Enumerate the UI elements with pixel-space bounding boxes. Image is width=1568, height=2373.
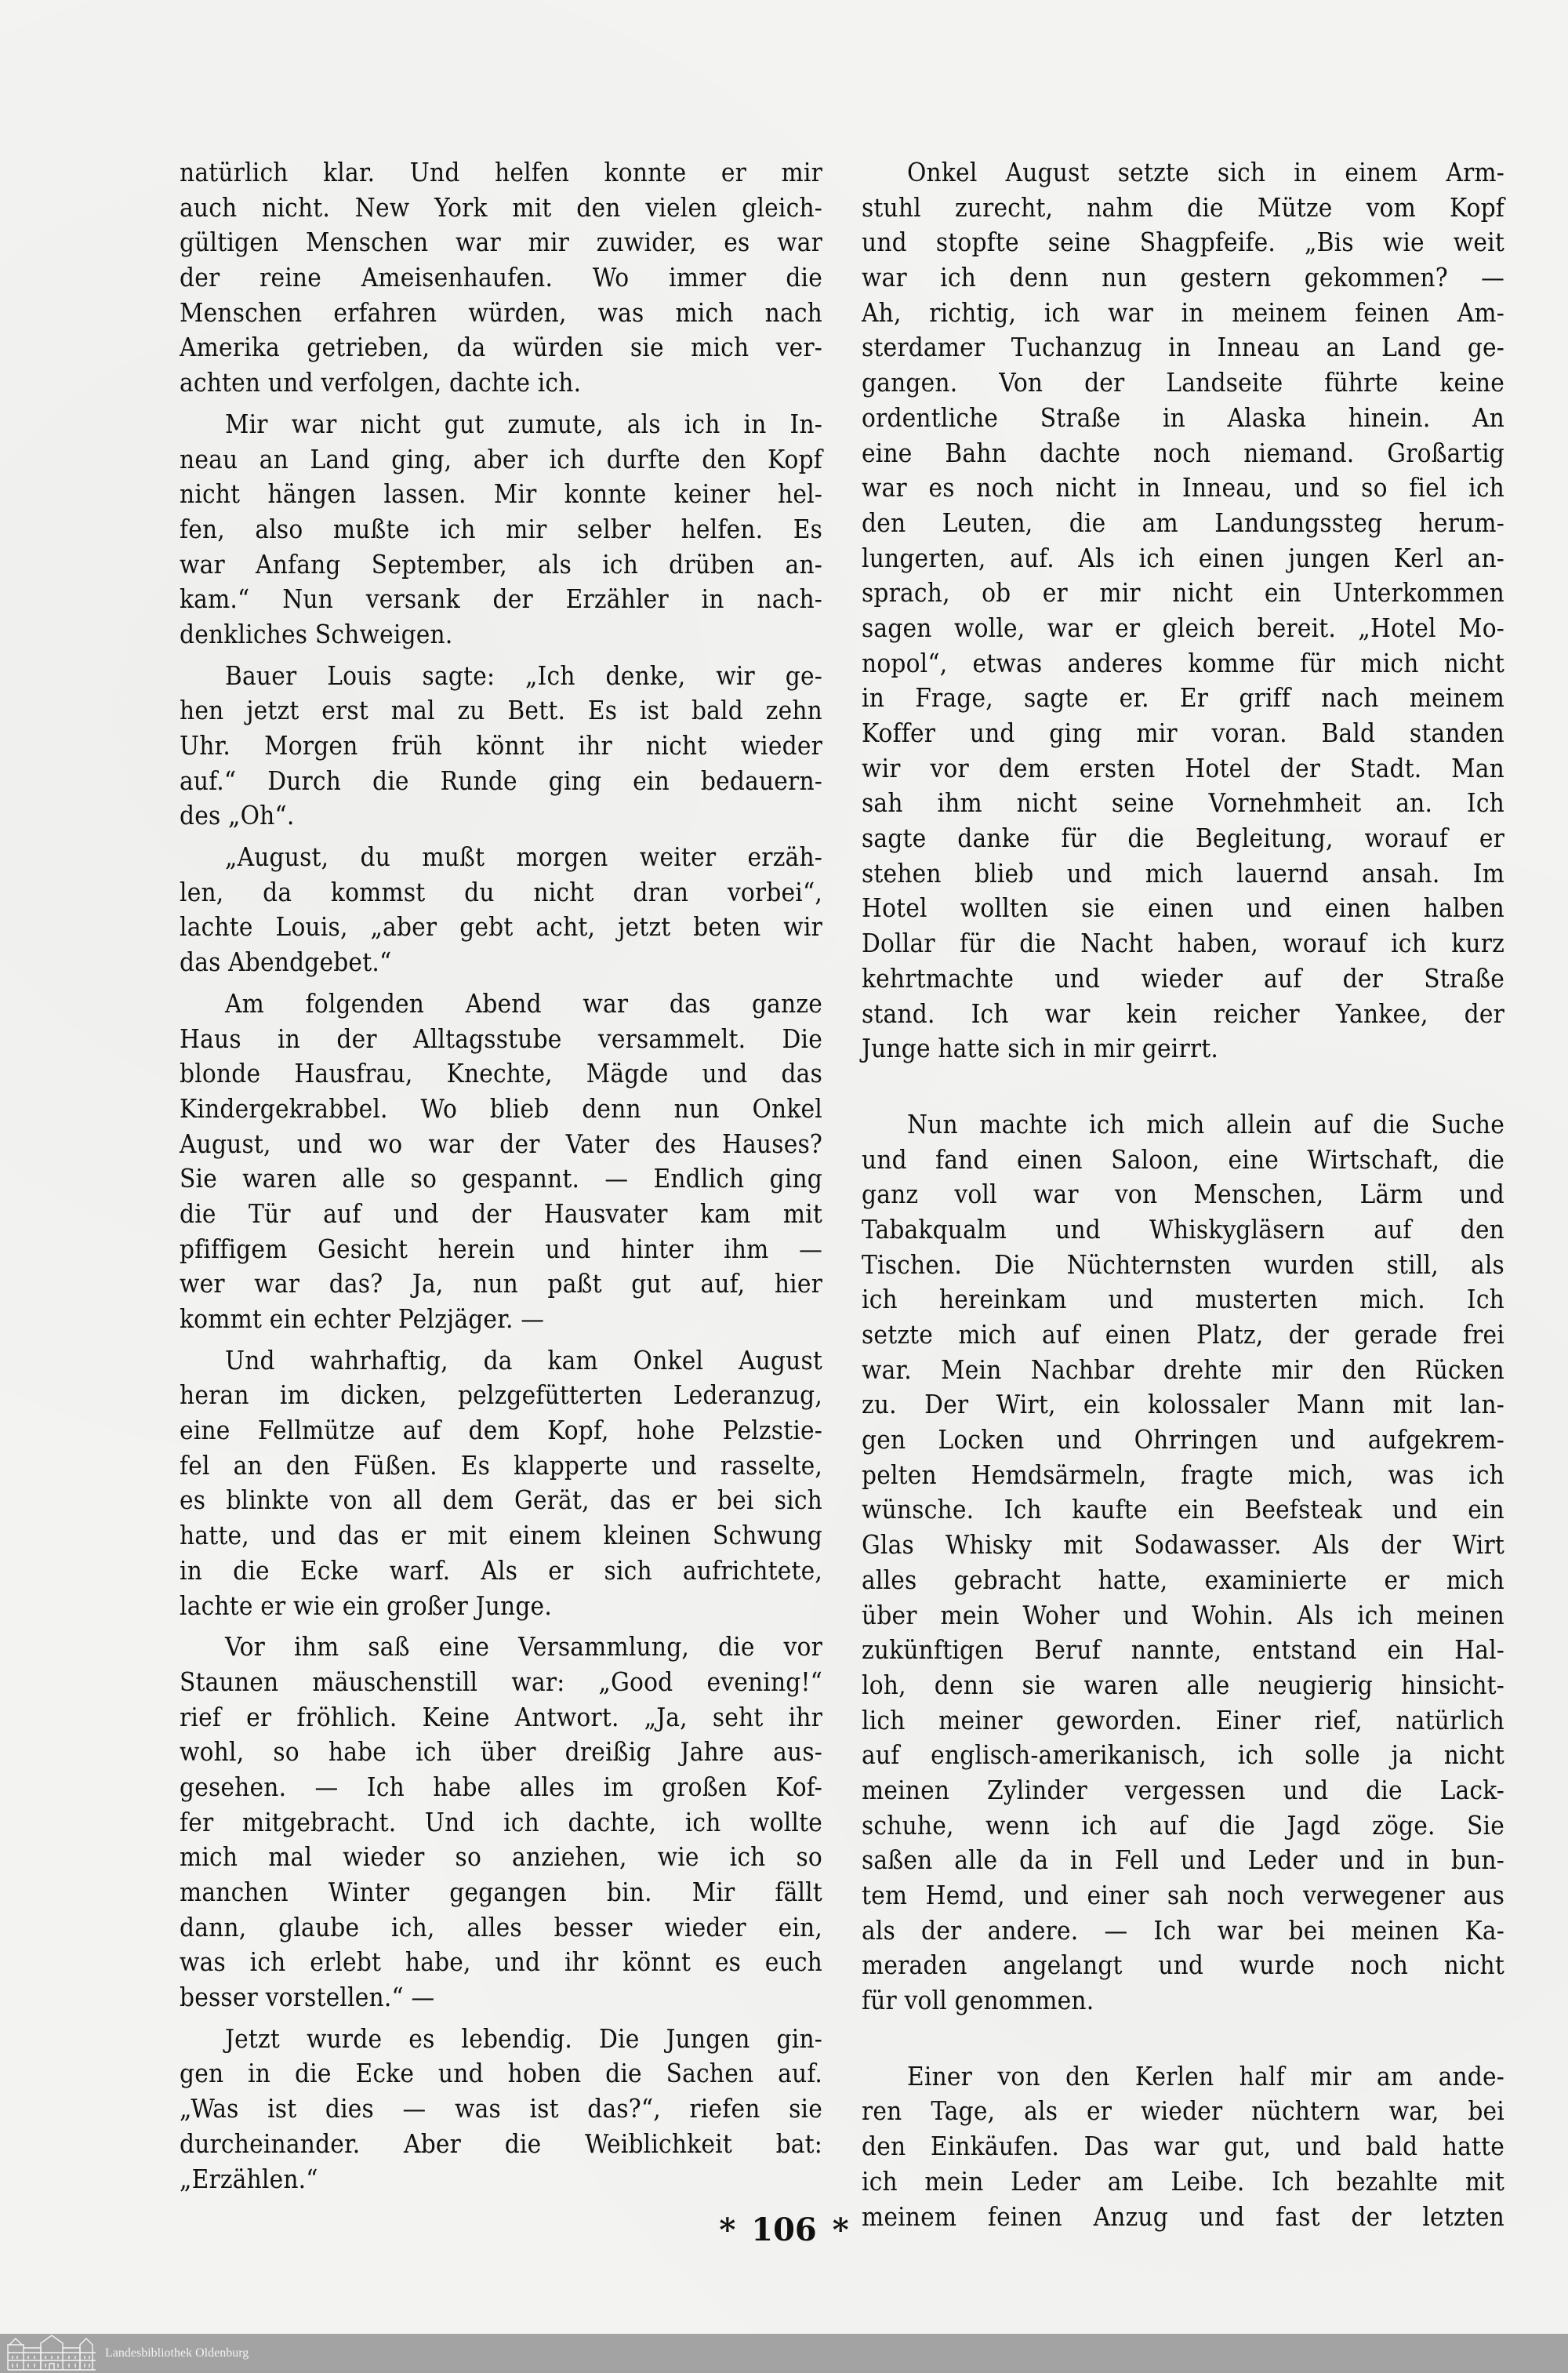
text-line: Staunen mäuschenstill war: „Good evening!“ (180, 1666, 822, 1697)
text-column-right (862, 155, 1504, 2234)
text-line: den Leuten, die am Landungssteg herum- (862, 507, 1504, 538)
text-line: wir vor dem ersten Hotel der Stadt. Man (862, 752, 1504, 783)
text-line: sagen wolle, war er gleich bereit. „Hotel Mo- (862, 612, 1504, 643)
text-line: auf.“ Durch die Runde ging ein bedauern- (180, 765, 822, 796)
text-line: Sie waren alle so gespannt. — Endlich ging (180, 1163, 822, 1194)
text-line: kam.“ Nun versank der Erzähler in nach- (180, 583, 822, 615)
text-line: der reine Ameisenhaufen. Wo immer die (180, 262, 822, 293)
text-line: stehen blieb und mich lauernd ansah. Im (862, 857, 1504, 889)
text-line: Onkel August setzte sich in einem Arm- (907, 157, 1504, 187)
text-line: Dollar für die Nacht haben, worauf ich kurz (862, 928, 1504, 959)
text-line: Ah, richtig, ich war in meinem feinen Am- (862, 296, 1504, 328)
text-line: gen in die Ecke und hoben die Sachen auf. (180, 2058, 822, 2089)
text-line: zu. Der Wirt, ein kolossaler Mann mit lan- (862, 1389, 1504, 1420)
paragraph (180, 155, 822, 401)
text-line: besser vorstellen.“ — (180, 1982, 435, 2013)
ornament-asterisk-right: * (832, 2211, 849, 2248)
text-line: was ich erlebt habe, und ihr könnt es euch (180, 1946, 822, 1978)
text-line: kommt ein echter Pelzjäger. — (180, 1303, 545, 1334)
text-line: Nun machte ich mich allein auf die Suche (907, 1108, 1504, 1139)
text-line: des „Oh“. (180, 800, 295, 831)
text-line: pelten Hemdsärmeln, fragte mich, was ich (862, 1459, 1504, 1490)
text-line: stand. Ich war kein reicher Yankee, der (862, 998, 1504, 1029)
paragraph (862, 155, 1504, 1067)
text-line: neau an Land ging, aber ich durfte den Kopf (180, 443, 822, 474)
text-line: ich hereinkam und musterten mich. Ich (862, 1284, 1504, 1315)
text-line: lachte Louis, „aber gebt acht, jetzt beten wir (180, 911, 822, 943)
text-line: hen jetzt erst mal zu Bett. Es ist bald zehn (180, 695, 822, 726)
text-line: Tischen. Die Nüchternsten wurden still, als (862, 1248, 1504, 1280)
text-line: den Einkäufen. Das war gut, und bald hatte (862, 2131, 1504, 2162)
text-line: stuhl zurecht, nahm die Mütze vom Kopf (862, 191, 1504, 223)
library-footer-bar (0, 2334, 1568, 2373)
text-line: als der andere. — Ich war bei meinen Ka- (862, 1914, 1504, 1946)
text-line: blonde Hausfrau, Knechte, Mägde und das (180, 1058, 822, 1089)
text-line: wer war das? Ja, nun paßt gut auf, hier (180, 1268, 822, 1299)
text-line: Kindergekrabbel. Wo blieb denn nun Onkel (180, 1092, 822, 1124)
text-line: Glas Whisky mit Sodawasser. Als der Wirt (862, 1529, 1504, 1561)
text-line: Amerika getrieben, da würden sie mich ver- (180, 332, 822, 363)
text-line: auf englisch-amerikanisch, ich solle ja nicht (862, 1739, 1504, 1771)
text-line: August, und wo war der Vater des Hauses? (180, 1128, 822, 1159)
text-line: lachte er wie ein großer Junge. (180, 1590, 552, 1621)
text-line: ganz voll war von Menschen, Lärm und (862, 1179, 1504, 1210)
text-line: ren Tage, als er wieder nüchtern war, bei (862, 2095, 1504, 2127)
text-line: Einer von den Kerlen half mir am ande- (907, 2060, 1504, 2091)
text-line: sagte danke für die Begleitung, worauf er (862, 823, 1504, 854)
paragraph (180, 1630, 822, 2015)
text-line: Tabakqualm und Whiskygläsern auf den (862, 1213, 1504, 1245)
text-line: war. Mein Nachbar drehte mir den Rücken (862, 1354, 1504, 1385)
text-line: nopol“, etwas anderes komme für mich nicht (862, 647, 1504, 678)
text-line: Menschen erfahren würden, was mich nach (180, 296, 822, 328)
text-line: lich meiner geworden. Einer rief, natürlich (862, 1704, 1504, 1735)
text-line: gültigen Menschen war mir zuwider, es war (180, 227, 822, 258)
text-line: natürlich klar. Und helfen konnte er mir (180, 157, 822, 187)
text-line: ordentliche Straße in Alaska hinein. An (862, 402, 1504, 433)
text-line: Vor ihm saß eine Versammlung, die vor (225, 1631, 822, 1663)
text-line: sprach, ob er mir nicht ein Unterkommen (862, 577, 1504, 609)
text-line: tem Hemd, und einer sah noch verwegener aus (862, 1880, 1504, 1910)
text-line: war Anfang September, als ich drüben an- (180, 548, 822, 580)
paragraph (180, 987, 822, 1337)
text-line: fen, also mußte ich mir selber helfen. Es (180, 513, 822, 544)
text-line: „Was ist dies — was ist das?“, riefen sie (180, 2093, 822, 2124)
page-number (0, 2211, 1568, 2248)
text-line: Junge hatte sich in mir geirrt. (862, 1033, 1218, 1064)
text-line: „August, du mußt morgen weiter erzäh- (225, 841, 822, 873)
text-line: durcheinander. Aber die Weiblichkeit bat: (180, 2128, 822, 2159)
paragraph (180, 1343, 822, 1624)
text-line: Bauer Louis sagte: „Ich denke, wir ge- (225, 660, 822, 691)
text-line: Hotel wollten sie einen und einen halben (862, 892, 1504, 924)
text-line: alles gebracht hatte, examinierte er mich (862, 1564, 1504, 1595)
text-line: lungerten, auf. Als ich einen jungen Kerl an- (862, 542, 1504, 573)
text-line: war es noch nicht in Inneau, und so fiel ich (862, 472, 1504, 503)
text-line: gesehen. — Ich habe alles im großen Kof- (180, 1771, 822, 1802)
text-line: Haus in der Alltagsstube versammelt. Die (180, 1023, 822, 1054)
text-line: in die Ecke warf. Als er sich aufrichtete, (180, 1554, 822, 1586)
text-line: achten und verfolgen, dachte ich. (180, 367, 582, 398)
page-number-value: 106 (751, 2211, 817, 2248)
paragraph (180, 407, 822, 652)
text-line: war ich denn nun gestern gekommen? — (862, 262, 1504, 293)
text-line: es blinkte von all dem Gerät, das er bei sich (180, 1484, 822, 1516)
text-line: in Frage, sagte er. Er griff nach meinem (862, 682, 1504, 714)
text-line: fer mitgebracht. Und ich dachte, ich wollte (180, 1806, 822, 1837)
text-line: kehrtmachte und wieder auf der Straße (862, 962, 1504, 994)
text-line: wünsche. Ich kaufte ein Beefsteak und ein (862, 1494, 1504, 1525)
text-line: eine Bahn dachte noch niemand. Großartig (862, 437, 1504, 468)
text-line: meraden angelangt und wurde noch nicht (862, 1950, 1504, 1981)
text-column-left (180, 155, 822, 2197)
text-line: „Erzählen.“ (180, 2163, 318, 2194)
text-line: Mir war nicht gut zumute, als ich in In- (225, 408, 822, 439)
text-line: Am folgenden Abend war das ganze (225, 987, 822, 1019)
text-line: die Tür auf und der Hausvater kam mit (180, 1197, 822, 1229)
library-name: Landesbibliothek Oldenburg (105, 2346, 249, 2360)
text-line: das Abendgebet.“ (180, 947, 392, 978)
text-line: Und wahrhaftig, da kam Onkel August (225, 1344, 822, 1375)
text-line: Uhr. Morgen früh könnt ihr nicht wieder (180, 730, 822, 761)
text-line: mich mal wieder so anziehen, wie ich so (180, 1841, 822, 1873)
text-line: len, da kommst du nicht dran vorbei“, (180, 876, 822, 907)
text-line: gen Locken und Ohrringen und aufgekrem- (862, 1424, 1504, 1455)
text-line: zukünftigen Beruf nannte, entstand ein Hal- (862, 1634, 1504, 1666)
text-line: und stopfte seine Shagpfeife. „Bis wie weit (862, 227, 1504, 258)
text-line: saßen alle da in Fell und Leder und in bun- (862, 1844, 1504, 1876)
text-line: und fand einen Saloon, eine Wirtschaft, die (862, 1143, 1504, 1175)
text-line: loh, denn sie waren alle neugierig hinsicht- (862, 1669, 1504, 1700)
text-line: für voll genommen. (862, 1985, 1094, 2016)
text-line: setzte mich auf einen Platz, der gerade frei (862, 1319, 1504, 1350)
text-line: Koffer und ging mir voran. Bald standen (862, 718, 1504, 748)
text-line: schuhe, wenn ich auf die Jagd zöge. Sie (862, 1809, 1504, 1841)
text-line: manchen Winter gegangen bin. Mir fällt (180, 1877, 822, 1907)
text-line: heran im dicken, pelzgefütterten Lederanzug, (180, 1379, 822, 1411)
text-line: meinen Zylinder vergessen und die Lack- (862, 1774, 1504, 1805)
text-line: gangen. Von der Landseite führte keine (862, 367, 1504, 398)
paragraph (862, 2059, 1504, 2234)
paragraph (180, 840, 822, 980)
text-line: meinem feinen Anzug und fast der letzten (862, 2200, 1504, 2232)
text-line: fel an den Füßen. Es klapperte und rasselte, (180, 1449, 822, 1481)
text-line: pfiffigem Gesicht herein und hinter ihm — (180, 1233, 822, 1264)
library-building-icon (6, 2334, 97, 2371)
ornament-asterisk-left: * (719, 2211, 736, 2248)
text-line: Jetzt wurde es lebendig. Die Jungen gin- (225, 2022, 822, 2054)
text-line: wohl, so habe ich über dreißig Jahre aus- (180, 1736, 822, 1768)
text-line: nicht hängen lassen. Mir konnte keiner hel- (180, 478, 822, 510)
text-line: über mein Woher und Wohin. Als ich meinen (862, 1599, 1504, 1630)
text-line: auch nicht. New York mit den vielen gleich- (180, 191, 822, 223)
paragraph (180, 2022, 822, 2197)
text-line: dann, glaube ich, alles besser wieder ein, (180, 1911, 822, 1942)
text-line: eine Fellmütze auf dem Kopf, hohe Pelzstie- (180, 1415, 822, 1446)
text-line: denkliches Schweigen. (180, 618, 453, 649)
text-line: sah ihm nicht seine Vornehmheit an. Ich (862, 787, 1504, 819)
paragraph (862, 1107, 1504, 2019)
text-line: ich mein Leder am Leibe. Ich bezahlte mit (862, 2165, 1504, 2197)
paragraph (180, 659, 822, 834)
text-line: sterdamer Tuchanzug in Inneau an Land ge- (862, 332, 1504, 363)
text-line: rief er fröhlich. Keine Antwort. „Ja, seht ihr (180, 1701, 822, 1732)
text-line: hatte, und das er mit einem kleinen Schwung (180, 1520, 822, 1551)
